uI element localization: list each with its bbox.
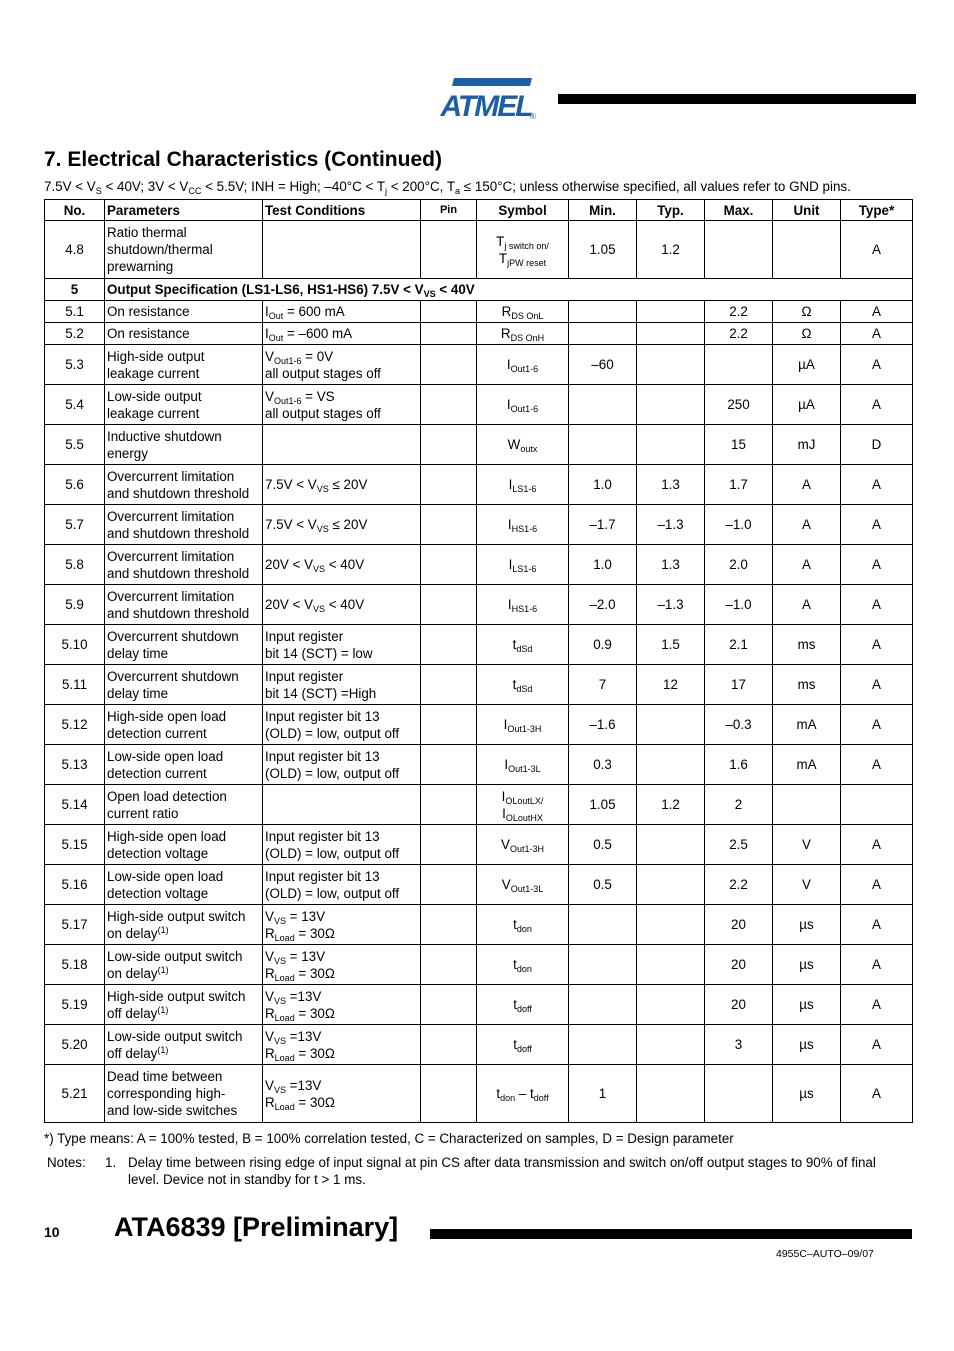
table-row — [45, 865, 913, 905]
cell-test-condition — [263, 221, 421, 279]
page-number: 10 — [44, 1224, 60, 1240]
cell-pin — [421, 705, 477, 745]
cell-typ: –1.3 — [637, 505, 705, 545]
cell-no: 5 — [45, 279, 105, 301]
cell-no: 5.4 — [45, 385, 105, 425]
cell-parameter: Low-side output switch on delay$^{(1)}$ — [105, 945, 263, 985]
cell-max: 2 — [705, 785, 773, 825]
cell-no: 5.18 — [45, 945, 105, 985]
cell-typ: 1.3 — [637, 465, 705, 505]
cell-min: 0.9 — [569, 625, 637, 665]
cell-test-condition — [263, 785, 421, 825]
cell-min: 0.5 — [569, 865, 637, 905]
cell-no: 4.8 — [45, 221, 105, 279]
cell-symbol: $I_{Out1-6}$ — [477, 345, 569, 385]
table-row — [45, 301, 913, 323]
cell-min: –2.0 — [569, 585, 637, 625]
cell-unit: Ω — [773, 301, 841, 323]
cell-min: 1 — [569, 1065, 637, 1123]
cell-typ: 1.3 — [637, 545, 705, 585]
cell-test-condition: $V_{Out1-6}$ = VS all output stages off — [263, 385, 421, 425]
cell-symbol: $R_{DS OnH}$ — [477, 323, 569, 345]
cell-typ — [637, 323, 705, 345]
cell-typ — [637, 385, 705, 425]
cell-type: A — [841, 465, 913, 505]
header-col-unit: Unit — [773, 200, 841, 221]
cell-pin — [421, 585, 477, 625]
cell-min: 1.05 — [569, 785, 637, 825]
cell-unit: ms — [773, 625, 841, 665]
cell-typ — [637, 1065, 705, 1123]
conditions-line: $7.5V < V_S < 40V$; $3V < V_{CC} < 5.5V$; INH = High; $-40^\circ C < T_j < 200^\circ C$, $T_a \le 150^\circ C$; unless otherwise specified, all values refer to GND pins. — [44, 179, 851, 196]
cell-min — [569, 945, 637, 985]
cell-no: 5.16 — [45, 865, 105, 905]
cell-symbol: $I_{Out1-3L}$ — [477, 745, 569, 785]
cell-no: 5.15 — [45, 825, 105, 865]
cell-unit: ms — [773, 665, 841, 705]
cell-parameter: On resistance — [105, 323, 263, 345]
cell-type: A — [841, 945, 913, 985]
cell-unit: A — [773, 545, 841, 585]
cell-test-condition: Input register bit 13 (OLD) = low, output off — [263, 705, 421, 745]
header-col-no: No. — [45, 200, 105, 221]
electrical-characteristics-table — [44, 199, 913, 1123]
cell-pin — [421, 345, 477, 385]
document-number: 4955C–AUTO–09/07 — [776, 1248, 874, 1260]
header-col-test-conditions: Test Conditions — [263, 200, 421, 221]
cell-no: 5.1 — [45, 301, 105, 323]
cell-parameter: Overcurrent shutdown delay time — [105, 625, 263, 665]
header-col-symbol: Symbol — [477, 200, 569, 221]
cell-no: 5.6 — [45, 465, 105, 505]
cell-no: 5.10 — [45, 625, 105, 665]
cell-max: 20 — [705, 945, 773, 985]
cell-max: 1.7 — [705, 465, 773, 505]
cell-pin — [421, 985, 477, 1025]
table-header-row — [45, 200, 913, 221]
cell-unit: µs — [773, 945, 841, 985]
cell-max: 250 — [705, 385, 773, 425]
registered-mark: ® — [530, 112, 536, 120]
cell-symbol: $I_{Out1-3H}$ — [477, 705, 569, 745]
cell-test-condition: Input register bit 14 (SCT) = low — [263, 625, 421, 665]
cell-max: 2.2 — [705, 301, 773, 323]
cell-symbol: $I_{LS1-6}$ — [477, 545, 569, 585]
cell-typ — [637, 1025, 705, 1065]
cell-unit: mA — [773, 745, 841, 785]
cell-test-condition: $20V < V_{VS} < 40V$ — [263, 545, 421, 585]
cell-min: 0.5 — [569, 825, 637, 865]
cell-test-condition: $V_{VS} =13V$ $R_{Load} = 30\Omega$ — [263, 1025, 421, 1065]
header-col-typ: Typ. — [637, 200, 705, 221]
footer-bar — [430, 1229, 912, 1239]
cell-parameter: High-side output leakage current — [105, 345, 263, 385]
cell-type: A — [841, 745, 913, 785]
cell-test-condition: $7.5V < V_{VS} \le 20V$ — [263, 465, 421, 505]
cell-pin — [421, 825, 477, 865]
table-row — [45, 345, 913, 385]
cell-max: 2.1 — [705, 625, 773, 665]
cell-pin — [421, 465, 477, 505]
cell-max: 1.6 — [705, 745, 773, 785]
cell-max: –1.0 — [705, 505, 773, 545]
cell-max: 2.2 — [705, 865, 773, 905]
table-row — [45, 705, 913, 745]
cell-parameter: Overcurrent limitation and shutdown threshold — [105, 465, 263, 505]
cell-type: A — [841, 545, 913, 585]
cell-pin — [421, 905, 477, 945]
cell-symbol: $t_{doff}$ — [477, 1025, 569, 1065]
cell-max: 2.5 — [705, 825, 773, 865]
cell-max: –1.0 — [705, 585, 773, 625]
table-row — [45, 425, 913, 465]
cell-min: 7 — [569, 665, 637, 705]
cell-parameter: Low-side output switch off delay$^{(1)}$ — [105, 1025, 263, 1065]
cell-parameter: Overcurrent limitation and shutdown threshold — [105, 505, 263, 545]
table-row — [45, 545, 913, 585]
cell-test-condition: $I_{Out} = 600$ mA — [263, 301, 421, 323]
cell-type: A — [841, 985, 913, 1025]
cell-type: A — [841, 345, 913, 385]
cell-min — [569, 385, 637, 425]
cell-parameter: On resistance — [105, 301, 263, 323]
cell-max — [705, 345, 773, 385]
cell-max: 17 — [705, 665, 773, 705]
cell-typ — [637, 985, 705, 1025]
cell-test-condition: $7.5V < V_{VS} \le 20V$ — [263, 505, 421, 545]
cell-unit — [773, 221, 841, 279]
cell-pin — [421, 425, 477, 465]
table-row — [45, 385, 913, 425]
cell-unit — [773, 785, 841, 825]
cell-no: 5.20 — [45, 1025, 105, 1065]
cell-no: 5.7 — [45, 505, 105, 545]
table-row — [45, 323, 913, 345]
header-col-parameters: Parameters — [105, 200, 263, 221]
section-row — [45, 279, 913, 301]
cell-parameter: Low-side output leakage current — [105, 385, 263, 425]
table-row — [45, 745, 913, 785]
cell-test-condition: Input register bit 13 (OLD) = low, output off — [263, 825, 421, 865]
cell-pin — [421, 1065, 477, 1123]
atmel-logo — [440, 74, 536, 120]
cell-typ — [637, 825, 705, 865]
cell-type — [841, 785, 913, 825]
cell-unit: µs — [773, 905, 841, 945]
cell-unit: µs — [773, 985, 841, 1025]
cell-pin — [421, 221, 477, 279]
cell-test-condition: Input register bit 14 (SCT) =High — [263, 665, 421, 705]
cell-symbol: $V_{Out1-3L}$ — [477, 865, 569, 905]
cell-typ — [637, 745, 705, 785]
cell-pin — [421, 745, 477, 785]
note-text: Delay time between rising edge of input signal at pin CS after data transmission and switch on/off output stages to 90% of final level. Device not in standby for t > 1 ms. — [128, 1155, 876, 1187]
cell-max: –0.3 — [705, 705, 773, 745]
cell-pin — [421, 945, 477, 985]
cell-type: A — [841, 1025, 913, 1065]
cell-min — [569, 301, 637, 323]
cell-parameter: Overcurrent limitation and shutdown threshold — [105, 545, 263, 585]
table-row — [45, 1025, 913, 1065]
cell-max — [705, 221, 773, 279]
cell-parameter: High-side open load detection voltage — [105, 825, 263, 865]
cell-parameter: High-side open load detection current — [105, 705, 263, 745]
cell-max: 2.0 — [705, 545, 773, 585]
cell-unit: µs — [773, 1025, 841, 1065]
cell-unit: µA — [773, 385, 841, 425]
cell-typ — [637, 345, 705, 385]
table-row — [45, 465, 913, 505]
table-row — [45, 785, 913, 825]
cell-pin — [421, 625, 477, 665]
cell-type: A — [841, 665, 913, 705]
cell-parameter: High-side output switch on delay$^{(1)}$ — [105, 905, 263, 945]
cell-parameter: High-side output switch off delay$^{(1)}$ — [105, 985, 263, 1025]
cell-test-condition: $V_{VS} =13V$ $R_{Load} = 30\Omega$ — [263, 985, 421, 1025]
cell-typ — [637, 425, 705, 465]
cell-max: 15 — [705, 425, 773, 465]
cell-unit: A — [773, 585, 841, 625]
table-row — [45, 505, 913, 545]
cell-type: A — [841, 905, 913, 945]
cell-min — [569, 1025, 637, 1065]
cell-typ — [637, 301, 705, 323]
cell-symbol: $I_{HS1-6}$ — [477, 585, 569, 625]
cell-symbol: $I_{Out1-6}$ — [477, 385, 569, 425]
cell-min — [569, 425, 637, 465]
table-row — [45, 221, 913, 279]
cell-max: 20 — [705, 905, 773, 945]
cell-no: 5.9 — [45, 585, 105, 625]
cell-unit: mJ — [773, 425, 841, 465]
cell-type: A — [841, 585, 913, 625]
cell-unit: A — [773, 505, 841, 545]
cell-symbol: $V_{Out1-3H}$ — [477, 825, 569, 865]
cell-type: A — [841, 221, 913, 279]
cell-no: 5.12 — [45, 705, 105, 745]
cell-pin — [421, 505, 477, 545]
cell-test-condition: $V_{Out1-6} = 0V$ all output stages off — [263, 345, 421, 385]
cell-parameter: Inductive shutdown energy — [105, 425, 263, 465]
cell-typ: –1.3 — [637, 585, 705, 625]
table-row — [45, 905, 913, 945]
cell-test-condition: Input register bit 13 (OLD) = low, output off — [263, 745, 421, 785]
type-footnote: *) Type means: A = 100% tested, B = 100% correlation tested, C = Characterized on samples, D = Design parameter — [44, 1131, 734, 1146]
cell-typ — [637, 865, 705, 905]
cell-no: 5.2 — [45, 323, 105, 345]
cell-no: 5.3 — [45, 345, 105, 385]
cell-type: A — [841, 505, 913, 545]
cell-no: 5.21 — [45, 1065, 105, 1123]
cell-type: A — [841, 625, 913, 665]
cell-type: A — [841, 1065, 913, 1123]
cell-test-condition: $V_{VS} = 13V$ $R_{Load} = 30\Omega$ — [263, 905, 421, 945]
cell-symbol: $W_{outx}$ — [477, 425, 569, 465]
cell-typ — [637, 945, 705, 985]
section-heading: 7. Electrical Characteristics (Continued) — [44, 148, 442, 171]
cell-symbol: $I_{OLoutLX/}$ $I_{OLoutHX}$ — [477, 785, 569, 825]
cell-max: 3 — [705, 1025, 773, 1065]
cell-unit: mA — [773, 705, 841, 745]
cell-symbol: $R_{DS OnL}$ — [477, 301, 569, 323]
cell-symbol: $t_{don} - t_{doff}$ — [477, 1065, 569, 1123]
cell-symbol: $I_{HS1-6}$ — [477, 505, 569, 545]
cell-min: 1.0 — [569, 465, 637, 505]
cell-min — [569, 323, 637, 345]
cell-pin — [421, 323, 477, 345]
cell-no: 5.5 — [45, 425, 105, 465]
cell-parameter: Low-side open load detection voltage — [105, 865, 263, 905]
notes-label: Notes: — [47, 1155, 86, 1170]
cell-unit: µs — [773, 1065, 841, 1123]
cell-type: A — [841, 705, 913, 745]
cell-unit: A — [773, 465, 841, 505]
cell-unit: V — [773, 825, 841, 865]
cell-min — [569, 905, 637, 945]
table-body — [45, 221, 913, 1123]
cell-parameter: Ratio thermal shutdown/thermal prewarning — [105, 221, 263, 279]
cell-parameter: Low-side open load detection current — [105, 745, 263, 785]
cell-min: –1.7 — [569, 505, 637, 545]
cell-pin — [421, 545, 477, 585]
cell-max: 20 — [705, 985, 773, 1025]
cell-pin — [421, 865, 477, 905]
cell-max — [705, 1065, 773, 1123]
cell-type: A — [841, 301, 913, 323]
cell-pin — [421, 385, 477, 425]
cell-typ — [637, 905, 705, 945]
cell-test-condition: $I_{Out} = -600$ mA — [263, 323, 421, 345]
table-row — [45, 945, 913, 985]
cell-typ: 12 — [637, 665, 705, 705]
cell-type: A — [841, 825, 913, 865]
cell-parameter: Overcurrent limitation and shutdown threshold — [105, 585, 263, 625]
cell-test-condition: $V_{VS} =13V$ $R_{Load} = 30\Omega$ — [263, 1065, 421, 1123]
logo-text: ATMEL — [440, 90, 532, 120]
header-col-min: Min. — [569, 200, 637, 221]
cell-test-condition: Input register bit 13 (OLD) = low, output off — [263, 865, 421, 905]
cell-pin — [421, 665, 477, 705]
cell-min: –60 — [569, 345, 637, 385]
cell-pin — [421, 301, 477, 323]
table-row — [45, 1065, 913, 1123]
header-bar — [558, 94, 916, 104]
cell-symbol: $I_{LS1-6}$ — [477, 465, 569, 505]
cell-test-condition: $20V < V_{VS} < 40V$ — [263, 585, 421, 625]
header-col-max: Max. — [705, 200, 773, 221]
table-row — [45, 665, 913, 705]
cell-unit: Ω — [773, 323, 841, 345]
table-row — [45, 585, 913, 625]
cell-symbol: $t_{don}$ — [477, 945, 569, 985]
cell-no: 5.14 — [45, 785, 105, 825]
cell-test-condition: $V_{VS} = 13V$ $R_{Load} = 30\Omega$ — [263, 945, 421, 985]
document-title: ATA6839 [Preliminary] — [114, 1212, 399, 1242]
cell-typ: 1.2 — [637, 221, 705, 279]
cell-unit: V — [773, 865, 841, 905]
cell-pin — [421, 785, 477, 825]
cell-no: 5.19 — [45, 985, 105, 1025]
cell-unit: µA — [773, 345, 841, 385]
cell-symbol: $T_{j switch on/}$ $T_{jPW reset}$ — [477, 221, 569, 279]
cell-parameter: Dead time between corresponding high- and low-side switches — [105, 1065, 263, 1123]
section-title: Output Specification (LS1-LS6, HS1-HS6) $7.5V < V_{VS} < 40V$ — [105, 279, 913, 301]
cell-min: 0.3 — [569, 745, 637, 785]
cell-type: A — [841, 385, 913, 425]
table-row — [45, 625, 913, 665]
note-number: 1. — [105, 1155, 117, 1170]
cell-max: 2.2 — [705, 323, 773, 345]
table-row — [45, 825, 913, 865]
cell-typ: 1.2 — [637, 785, 705, 825]
header-col-pin: Pin — [421, 200, 477, 221]
cell-min — [569, 985, 637, 1025]
cell-no: 5.11 — [45, 665, 105, 705]
cell-type: D — [841, 425, 913, 465]
cell-no: 5.8 — [45, 545, 105, 585]
cell-no: 5.13 — [45, 745, 105, 785]
cell-symbol: $t_{doff}$ — [477, 985, 569, 1025]
cell-no: 5.17 — [45, 905, 105, 945]
cell-pin — [421, 1025, 477, 1065]
cell-test-condition — [263, 425, 421, 465]
cell-typ: 1.5 — [637, 625, 705, 665]
cell-min: 1.05 — [569, 221, 637, 279]
cell-min: 1.0 — [569, 545, 637, 585]
cell-typ — [637, 705, 705, 745]
cell-type: A — [841, 865, 913, 905]
table-row — [45, 985, 913, 1025]
cell-parameter: Overcurrent shutdown delay time — [105, 665, 263, 705]
header-col-type: Type* — [841, 200, 913, 221]
cell-symbol: $t_{don}$ — [477, 905, 569, 945]
cell-min: –1.6 — [569, 705, 637, 745]
cell-type: A — [841, 323, 913, 345]
cell-symbol: $t_{dSd}$ — [477, 665, 569, 705]
cell-parameter: Open load detection current ratio — [105, 785, 263, 825]
cell-symbol: $t_{dSd}$ — [477, 625, 569, 665]
